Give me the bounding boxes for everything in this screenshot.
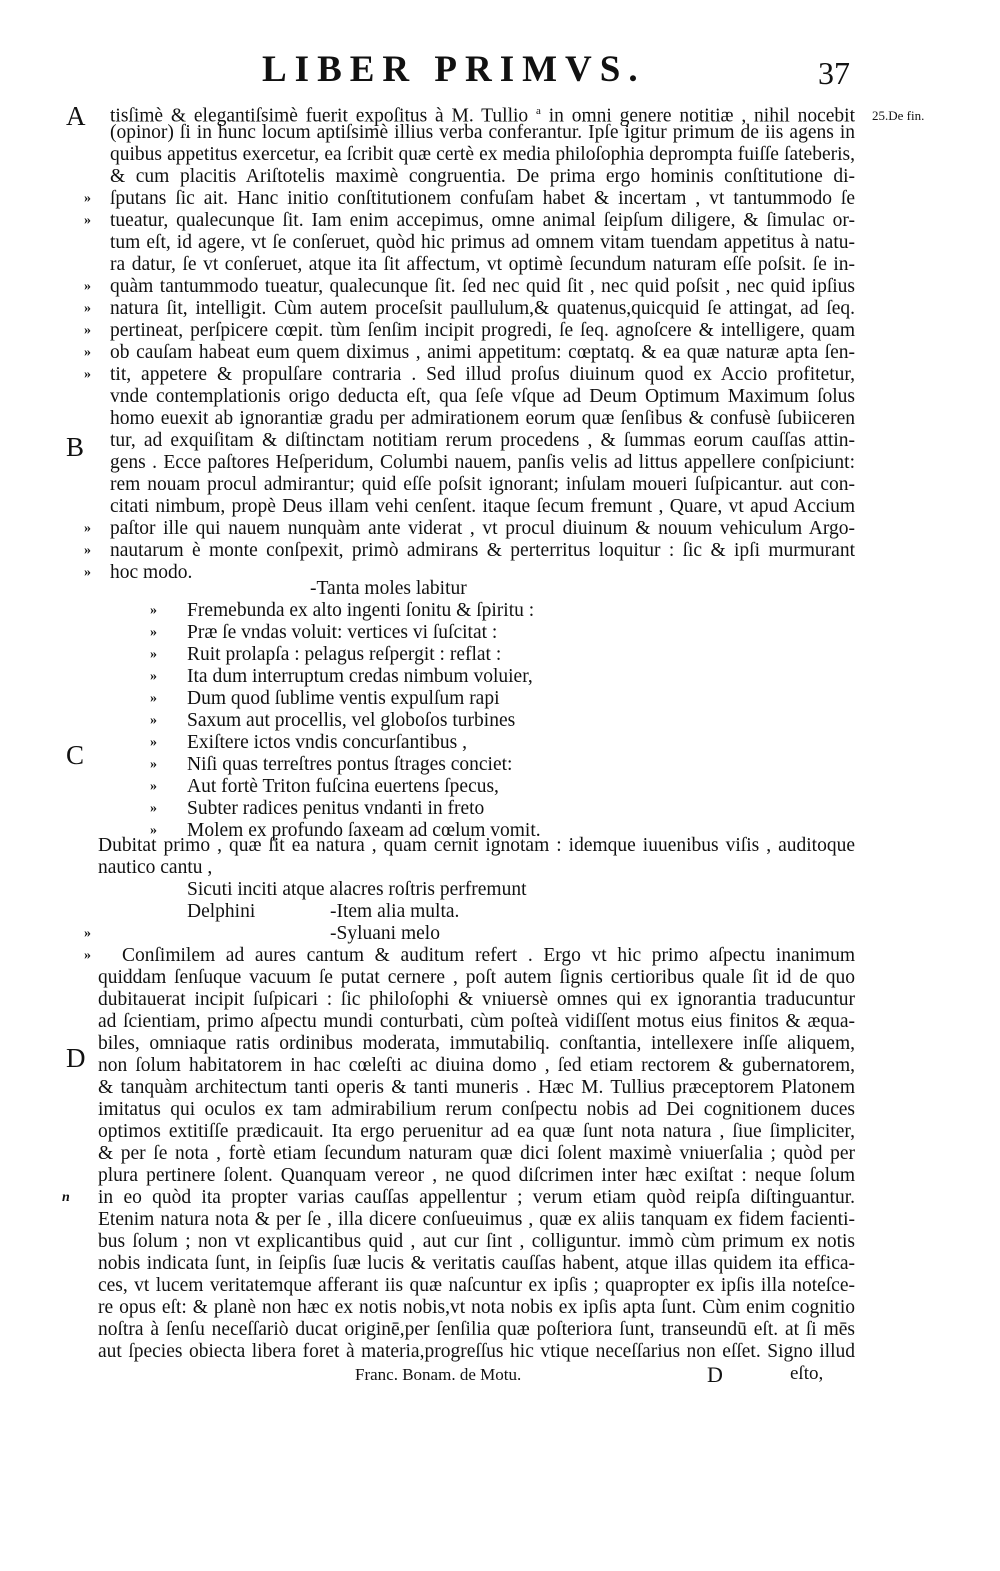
text-line: vnde contemplationis origo deducta eſt, qua ſeſe vſque ad Deum Optimum Maximum ſolus [110,386,855,407]
quote-mark: » [150,779,157,794]
text-line: ſputans ſic ait. Hanc initio conſtitutionem confuſam habet & incertam , vt tantummodo ſe [110,188,855,209]
running-title: LIBER PRIMVS. [262,49,646,90]
quote-mark: » [150,713,157,728]
line-part: in omni genere notitiæ , nihil nocebit [548,105,856,127]
text-line: gens . Ecce paſtores Heſperidum, Columbi nauem, panſis velis ad littus appellere conſpiciunt: [110,452,855,473]
text-line: in eo quòd ita propter varias cauſſas appellentur ; verum etiam quòd reipſa diſtinguantur. [98,1187,855,1208]
text-line: tueatur, qualecunque ſit. Iam enim accepimus, omne animal ſeipſum diligere, & ſimulac or- [110,210,855,231]
text-line: noſtra à ſenſu neceſſariò ducat originē,per ſenſilia quæ poſteriora ſunt, transeundū eſt. at ſi mēs [98,1319,855,1340]
footnote-marker: a [535,105,541,117]
verse-line: Aut fortè Triton fuſcina euertens ſpecus, [187,776,499,797]
text-line: tum eſt, id agere, vt ſe conſeruet, quòd hic primus ad omnem vitam tuendam appetitus à natu- [110,232,855,253]
text-line: pertineat, perſpicere cœpit. tùm ſenſim incipit progredi, ſe ſeq. agnoſcere & intelligere, quam [110,320,855,341]
text-line: re opus eſt: & planè non hæc ex notis nobis,vt nota nobis ex ipſis apta ſunt. Cùm enim cognitio [98,1297,855,1318]
text-line: & tanquàm architectum tanti operis & tanti muneris . Hæc M. Tullius præceptorem Platonem [98,1077,855,1098]
verse-line: Saxum aut procellis, vel globoſos turbines [187,710,516,731]
text-line: biles, omniaque ratis ordinibus moderata, immutabiliq. conſtantia, intellexere inſſe aliquem, [98,1033,855,1054]
text-line: paſtor ille qui nauem nunquàm ante viderat , vt procul diuinum & nouum vehiculum Argo- [110,518,855,539]
quote-mark: » [84,926,91,941]
verse-line: Ruit prolapſa : pelagus reſpergit : reflat : [187,644,502,665]
quote-mark: » [84,565,91,580]
text-line: rem nouam procul admirantur; quid eſſe poſsit ignorant; inſulam moueri ſuſpicantur. aut con- [110,474,855,495]
quote-mark: » [150,823,157,838]
text-line: imitatus qui oculos ex tam admirabilium rerum conſpectu nobis ad Dei cognitionem duces [98,1099,855,1120]
text-line: non ſolum habitatorem in hac cœleſti ac diuina domo , ſed etiam rectorem & gubernatorem, [98,1055,855,1076]
verse-line: Fremebunda ex alto ingenti ſonitu & ſpiritu : [187,600,535,621]
text-line: hoc modo. [110,562,193,583]
running-footer: Franc. Bonam. de Motu. [355,1365,522,1384]
text-line: & per ſe nota , fortè etiam ſecundum naturam quæ dici ſolent maximè vniuerſalia ; quòd per [98,1143,855,1164]
verse-line: Sicuti inciti atque alacres roſtris perfremunt [187,879,527,900]
quote-mark: » [84,543,91,558]
text-line: ad ſcientiam, primo aſpectu mundi conturbati, cùm poſteà vidiſſent motus eius finitos & æqua- [98,1011,855,1032]
quote-mark: » [84,301,91,316]
text-line: tur, ad exquiſitam & diſtinctam notitiam rerum procedens , & ſummas eorum cauſſas attin- [110,430,855,451]
quote-mark: » [150,625,157,640]
signature-mark: D [707,1362,723,1387]
text-line: quàm tantummodo tueatur, qualecunque ſit. ſed nec quid ſit , nec quid poſsit , nec quid ipſius [110,276,855,297]
verse-line: Exiſtere ictos vndis concurſantibus , [187,732,467,753]
quote-mark: » [150,801,157,816]
verse-line: Dum quod ſublime ventis expulſum rapi [187,688,500,709]
text-line: Etenim natura nota & per ſe , illa dicere conſueuimus , quæ ex aliis tanquam ex fidem facienti- [98,1209,855,1230]
quote-mark: » [84,367,91,382]
text-line: nautico cantu , [98,857,213,878]
section-letter-d: D [66,1043,86,1073]
quote-mark: » [84,279,91,294]
catchword: eſto, [790,1363,824,1384]
verse-line: Ita dum interruptum credas nimbum voluier, [187,666,533,687]
text-line: dubitauerat incipit ſuſpicari : ſic philoſophi & vniuersè omnes qui ex ignorantia traducuntur [98,989,855,1010]
section-letter-c: C [66,740,85,770]
quote-mark: » [150,691,157,706]
text-line: natura ſit, intelligit. Cùm autem proceſsit paullulum,& quatenus,quicquid ſe attingat, ad ſeq. [110,298,855,319]
verse-line: -Tanta moles labitur [310,578,467,599]
text-line: quibus appetitus exercetur, ea ſcribit quæ certè ex media philoſophia deprompta fuiſſe ſateberis, [110,144,855,165]
quote-mark: » [150,735,157,750]
verse-line: -Item alia multa. [330,901,460,922]
text-line: & cum placitis Ariſtotelis maximè congruentia. De prima ergo hominis conſtitutione di- [110,166,855,187]
verse-line: -Syluani melo [330,923,440,944]
page-number: 37 [818,55,850,91]
verse-line: Delphini [187,901,256,922]
text-line: plura pertinere ſolent. Quanquam vereor , ne quod diſcrimen inter hæc exiſtat : neque ſolum [98,1165,855,1186]
verse-line: Præ ſe vndas voluit: vertices vi ſuſcitat : [187,622,498,643]
text-line: quiddam ſenſuque vacuum ſe putat cernere , poſt autem ſignis certioribus quale ſit id de quo [98,967,855,988]
margin-note: 25.De fin. [872,108,925,123]
quote-mark: » [150,757,157,772]
text-line: optimos extitiſſe prædicauit. Ita ergo peruenitur ad ea quæ ſunt nota natura , ſiue ſimpliciter, [98,1121,855,1142]
text-line: Dubitat primo , quæ ſit ea natura , quam cernit ignotam : idemque iuuenibus viſis , auditoque [98,835,855,856]
quote-mark: » [84,948,91,963]
text-line: nobis indicata ſunt, in ſeipſis ſuæ lucis & veritatis cauſſas habent, atque illas quidem ita effica- [98,1253,855,1274]
text-line: (opinor) ſi in hunc locum aptiſsimè illius verba conferantur. Ipſe igitur primum de iis agens in [110,122,855,143]
quote-mark: » [84,323,91,338]
quote-mark: » [150,669,157,684]
text-line: bus ſolum ; non vt explicantibus quid , aut cur ſint , colliguntur. immò cùm primum ex notis [98,1231,855,1252]
quote-mark: » [150,603,157,618]
quote-mark: » [84,345,91,360]
text-line: ob cauſam habeat eum quem diximus , animi appetitum: cœptatq. & ea quæ naturæ apta ſen- [110,342,855,363]
verse-line: Subter radices penitus vndanti in freto [187,798,485,819]
text-line: Conſimilem ad aures cantum & auditum refert . Ergo vt hic primo aſpectu inanimum [122,945,855,966]
text-line: aut ſpecies obiecta libera foret à materia,progreſſus hic vtique neceſſarius non eſſet. Signo illud [98,1341,855,1362]
text-line: ces, vt lucem veritatemque afferant iis quæ naſcuntur ex ipſis ; quapropter ex ipſis illa noteſce- [98,1275,855,1296]
line-part: tisſimè & elegantiſsimè fuerit expoſitus à M. Tullio [110,105,529,127]
quote-mark: » [150,647,157,662]
text-line: ra datur, ſe vt conſeruet, atque ita ſit affectum, vt optimè ſecundum naturam eſſe poſsit. ſe in- [110,254,855,275]
section-letter-b: B [66,432,85,462]
text-line: citati nimbum, propè Deus illam vehi cenſent. itaque ſecum fremunt , Quare, vt apud Accium [110,496,855,517]
margin-mark: n [62,1190,70,1205]
quote-mark: » [84,213,91,228]
text-line: nautarum è monte conſpexit, primò admirans & perterritus loquitur : ſic & ipſi murmurant [110,540,855,561]
quote-mark: » [84,521,91,536]
text-line: tit, appetere & propulſare contraria . Sed illud proſus diuinum quod ex Accio profitetur, [110,364,855,385]
section-letter-a: A [66,101,86,131]
quote-mark: » [84,191,91,206]
verse-line: Niſi quas terreſtres pontus ſtrages conciet: [187,754,513,775]
verse-line: Molem ex profundo ſaxeam ad cœlum vomit. [187,820,541,841]
text-line: homo euexit ab ignorantiæ gradu per admirationem eorum quæ ſenſibus & confusè ſubiiceren [110,408,855,429]
